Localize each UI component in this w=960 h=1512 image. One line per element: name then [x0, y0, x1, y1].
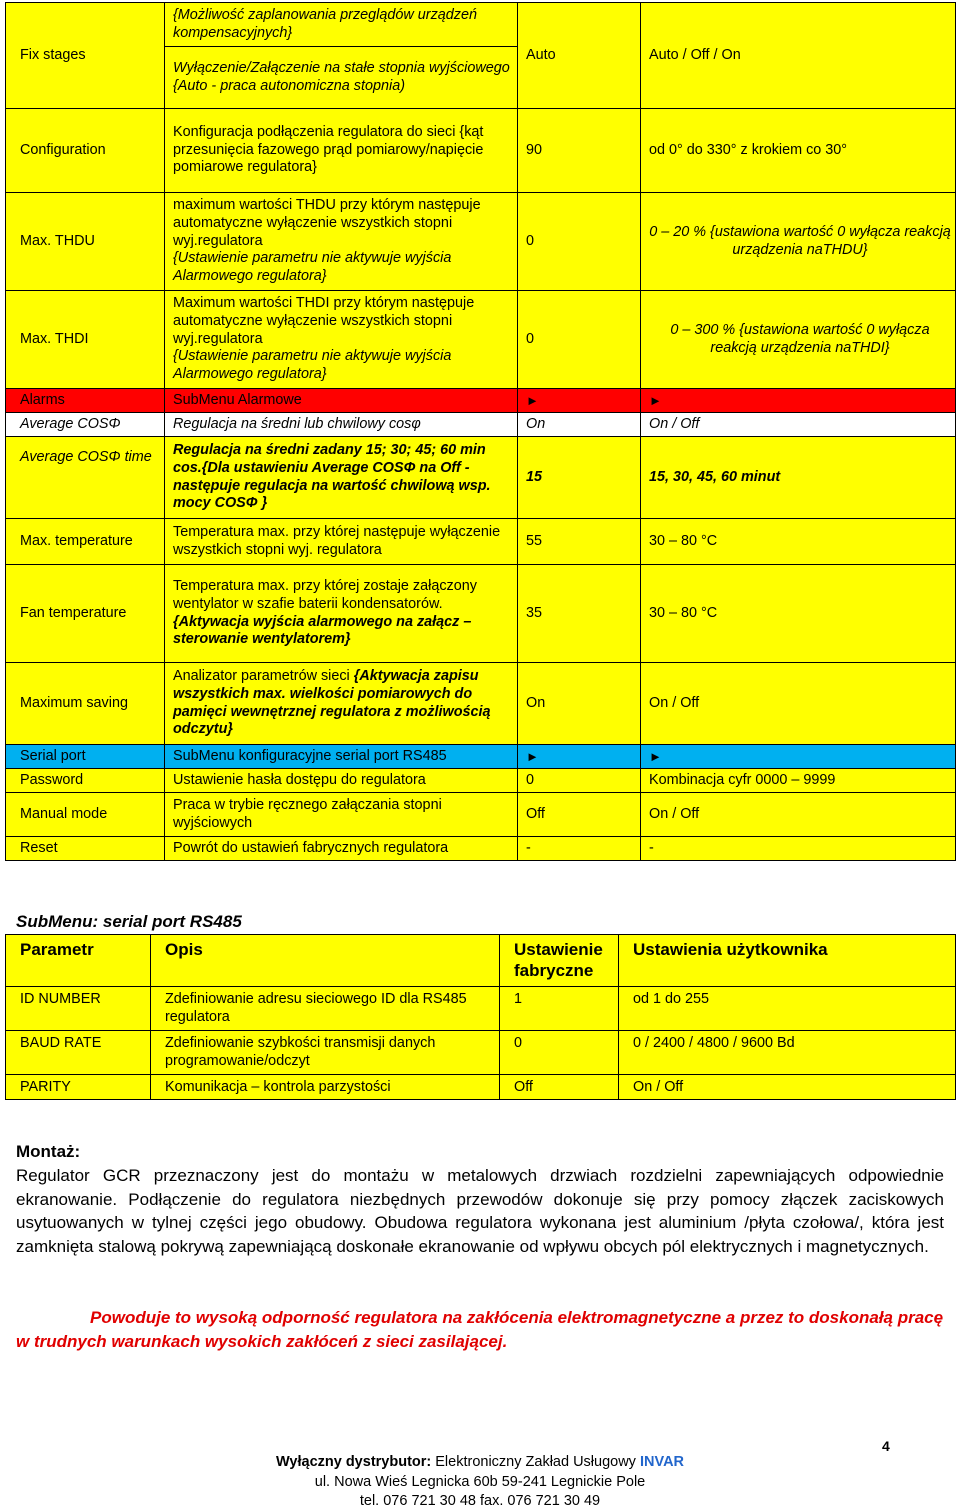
- param-desc: [165, 291, 518, 389]
- param-default: 0: [518, 193, 641, 291]
- param-range: On / Off: [641, 793, 956, 837]
- submenu-arrow-icon[interactable]: ►: [641, 389, 956, 413]
- param-default: 55: [518, 519, 641, 565]
- param-name: Password: [6, 769, 165, 793]
- param-range: Kombinacja cyfr 0000 – 9999: [641, 769, 956, 793]
- param-desc-note: {Ustawienie parametru nie aktywuje wyjścia Alarmowego regulatora}: [173, 250, 452, 285]
- param-desc: {Możliwość zaplanowania przeglądów urządzeń kompensacyjnych}: [165, 3, 518, 47]
- param-desc: [165, 663, 518, 745]
- param-name: Reset: [6, 837, 165, 861]
- table-row: [6, 769, 956, 793]
- param-desc: Ustawienie hasła dostępu do regulatora: [165, 769, 518, 793]
- param-range: 0 – 300 % {ustawiona wartość 0 wyłącza reakcją urządzenia naTHDI}: [641, 291, 956, 389]
- param-desc: SubMenu konfiguracyjne serial port RS485: [165, 745, 518, 769]
- column-header: Ustawienie fabryczne: [500, 935, 619, 987]
- param-name: Fan temperature: [6, 565, 165, 663]
- param-desc-main: Analizator parametrów sieci: [173, 667, 350, 684]
- distributor-label: Wyłączny dystrybutor:: [275, 1454, 432, 1470]
- param-default: 15: [518, 437, 641, 519]
- param-desc-note: {Ustawienie parametru nie aktywuje wyjścia Alarmowego regulatora}: [173, 348, 452, 383]
- param-range: 0 – 20 % {ustawiona wartość 0 wyłącza reakcją urządzenia naTHDU}: [641, 193, 956, 291]
- submenu-title: SubMenu: serial port RS485: [16, 912, 242, 931]
- footer-address: ul. Nowa Wieś Legnicka 60b 59-241 Legnickie Pole: [314, 1473, 646, 1490]
- param-name: Max. THDU: [6, 193, 165, 291]
- table-row: [6, 109, 956, 193]
- param-desc: Regulacja na średni zadany 15; 30; 45; 60 min cos.{Dla ustawieniu Average COSΦ na Off - następuje regulacja na wartość chwilową wsp. mocy COSΦ }: [165, 437, 518, 519]
- param-default: Auto: [518, 3, 641, 109]
- param-desc: [165, 193, 518, 291]
- column-header: Ustawienia użytkownika: [619, 935, 956, 987]
- table-row: [6, 565, 956, 663]
- footer-phone: tel. 076 721 30 48 fax. 076 721 30 49: [359, 1493, 601, 1509]
- param-desc: Powrót do ustawień fabrycznych regulatora: [165, 837, 518, 861]
- param-default: -: [518, 837, 641, 861]
- section-title: Montaż:: [16, 1142, 81, 1161]
- param-desc: Zdefiniowanie szybkości transmisji danych programowanie/odczyt: [151, 1031, 500, 1075]
- highlight-text: Powoduje to wysoką odporność regulatora na zakłócenia elektromagnetyczne a przez to doskonałą pracę w trudnych warunkach wysokich zakłóceń z sieci zasilającej.: [16, 1308, 944, 1351]
- param-range: On / Off: [641, 663, 956, 745]
- serial-port-table: [5, 934, 956, 1100]
- param-desc: Temperatura max. przy której następuje wyłączenie wszystkich stopni wyj. regulatora: [165, 519, 518, 565]
- param-desc: Regulacja na średni lub chwilowy cosφ: [165, 413, 518, 437]
- table-row: [6, 987, 956, 1031]
- param-desc-main: maximum wartości THDU przy którym następuje automatyczne wyłączenie wszystkich stopni wyj.regulatora: [173, 197, 481, 249]
- param-default: 0: [518, 769, 641, 793]
- table-row: [6, 793, 956, 837]
- param-desc: Wyłączenie/Załączenie na stałe stopnia wyjściowego {Auto - praca autonomiczna stopnia): [165, 47, 518, 109]
- param-desc: Konfiguracja podłączenia regulatora do sieci {kąt przesunięcia fazowego prąd pomiarowy/napięcie pomiarowe regulatora}: [165, 109, 518, 193]
- param-default: 90: [518, 109, 641, 193]
- param-range: Auto / Off / On: [641, 3, 956, 109]
- table-row: [6, 745, 956, 769]
- param-name: Fix stages: [6, 3, 165, 109]
- submenu-arrow-icon[interactable]: ►: [518, 745, 641, 769]
- param-range: -: [641, 837, 956, 861]
- param-name: Configuration: [6, 109, 165, 193]
- param-range: 30 – 80 °C: [641, 519, 956, 565]
- parameters-table: [5, 2, 956, 861]
- param-name: Average COSΦ: [6, 413, 165, 437]
- table-row: [6, 291, 956, 389]
- param-desc-note: {Aktywacja wyjścia alarmowego na załącz – sterowanie wentylatorem}: [173, 613, 472, 648]
- param-range: od 1 do 255: [619, 987, 956, 1031]
- param-range: 0 / 2400 / 4800 / 9600 Bd: [619, 1031, 956, 1075]
- page-number: 4: [882, 1438, 890, 1454]
- table-row: [6, 437, 956, 519]
- section-body: Regulator GCR przeznaczony jest do montażu w metalowych drzwiach rozdzielni zapewniających odpowiednie ekranowanie. Podłączenie do regulatora niezbędnych przewodów dokonuje się przy pomocy złączek zaciskowych usytuowanych w tylnej części jego obudowy. Obudowa regulatora wykonana jest aluminium /płyta czołowa/, która jest zamknięta stalową pokrywą zapewniającą doskonałe ekranowanie od wpływu obcych pól elektrycznych i magnetycznych.: [16, 1166, 944, 1256]
- param-default: Off: [518, 793, 641, 837]
- param-range: On / Off: [619, 1075, 956, 1100]
- table-row: [6, 193, 956, 291]
- table-row: [6, 837, 956, 861]
- param-desc: [165, 565, 518, 663]
- table-row: [6, 389, 956, 413]
- param-range: 30 – 80 °C: [641, 565, 956, 663]
- param-name: Serial port: [6, 745, 165, 769]
- column-header: Opis: [151, 935, 500, 987]
- param-name: Max. THDI: [6, 291, 165, 389]
- param-desc: Komunikacja – kontrola parzystości: [151, 1075, 500, 1100]
- param-default: 1: [500, 987, 619, 1031]
- param-name: Alarms: [6, 389, 165, 413]
- param-name: PARITY: [6, 1075, 151, 1100]
- param-name: BAUD RATE: [6, 1031, 151, 1075]
- param-desc-main: Maximum wartości THDI przy którym następuje automatyczne wyłączenie wszystkich stopni wyj.regulatora: [173, 295, 475, 347]
- param-default: Off: [500, 1075, 619, 1100]
- submenu-arrow-icon[interactable]: ►: [518, 389, 641, 413]
- company-name: Elektroniczny Zakład Usługowy: [435, 1454, 636, 1470]
- param-range: On / Off: [641, 413, 956, 437]
- submenu-arrow-icon[interactable]: ►: [641, 745, 956, 769]
- param-desc-main: Temperatura max. przy której zostaje załączony wentylator w szafie baterii kondensatorów.: [173, 577, 477, 612]
- table-row: [6, 3, 956, 47]
- table-header-row: [6, 935, 956, 987]
- param-desc: SubMenu Alarmowe: [165, 389, 518, 413]
- param-name: Average COSΦ time: [6, 437, 165, 519]
- table-row: [6, 519, 956, 565]
- table-row: [6, 1075, 956, 1100]
- param-range: od 0° do 330° z krokiem co 30°: [641, 109, 956, 193]
- param-default: 35: [518, 565, 641, 663]
- footer: [200, 1453, 760, 1512]
- param-range: 15, 30, 45, 60 minut: [641, 437, 956, 519]
- param-desc: Praca w trybie ręcznego załączania stopni wyjściowych: [165, 793, 518, 837]
- param-default: On: [518, 663, 641, 745]
- param-default: On: [518, 413, 641, 437]
- param-name: Maximum saving: [6, 663, 165, 745]
- table-row: [6, 413, 956, 437]
- param-name: ID NUMBER: [6, 987, 151, 1031]
- param-name: Manual mode: [6, 793, 165, 837]
- footer-line-1: [200, 1453, 760, 1473]
- param-default: 0: [518, 291, 641, 389]
- param-name: Max. temperature: [6, 519, 165, 565]
- table-row: [6, 663, 956, 745]
- param-desc-note: {Aktywacja zapisu wszystkich max. wielkości pomiarowych do pamięci wewnętrznej regulatora z możliwością odczytu}: [173, 667, 491, 738]
- column-header: Parametr: [6, 935, 151, 987]
- param-desc: Zdefiniowanie adresu sieciowego ID dla RS485 regulatora: [151, 987, 500, 1031]
- table-row: [6, 1031, 956, 1075]
- brand-name: INVAR: [639, 1454, 685, 1470]
- param-default: 0: [500, 1031, 619, 1075]
